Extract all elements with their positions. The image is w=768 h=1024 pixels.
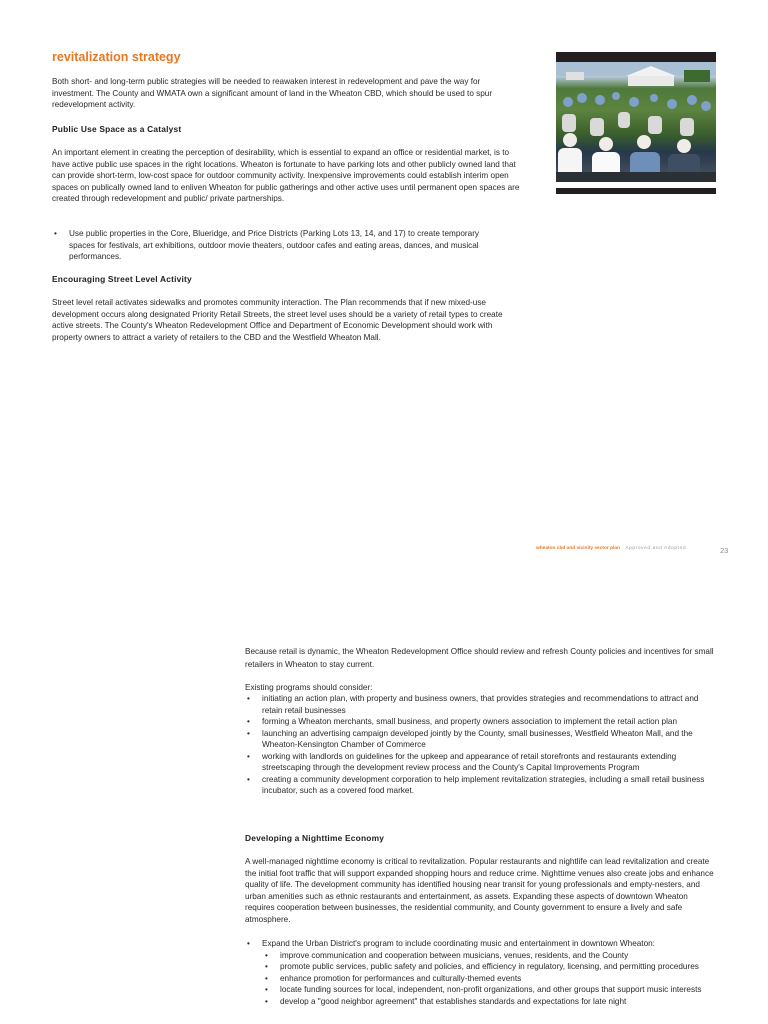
nighttime-paragraph: A well-managed nighttime economy is critical to revitalization. Popular restaurants and nightlife can lead revitalization and create the initial foot traffic that will support expanded shopping hours and reduce crime. Nighttime venues also create jobs and enhance quality of life. The development community has identified housing near transit for young professionals and empty-nesters, and urban amenities such as ethnic restaurants and entertainment, as assets. Expanding these aspects of downtown Wheaton requires cooperation between businesses, the residential community, and County government to ensure a lively and safe atmosphere. [245,857,714,924]
photo-bottom-bar [556,188,716,194]
programs-list [245,693,705,797]
list-item: • initiating an action plan, with property and business owners, that provides strategies and recommendations to attract and retain retail businesses [245,693,705,716]
list-item: • creating a community development corporation to help implement revitalization strategies, including a small retail business incubator, such as a covered food market. [245,774,705,797]
sub-list-item: • enhance promotion for performances and culturally-themed events [245,973,715,985]
page-title: revitalization strategy [52,50,181,64]
heading-nighttime-economy: Developing a Nighttime Economy [245,833,385,843]
heading-public-use: Public Use Space as a Catalyst [52,124,182,134]
programs-intro: Existing programs should consider: [245,683,373,692]
street-level-paragraph: Street level retail activates sidewalks and promotes community interaction. The Plan recommends that if new mixed-use development occurs along designated Priority Retail Streets, the street level uses should be a variety of retail types to create active streets. The County's Wheaton Redevelopment Office and Department of Economic Development should work with property owners to attract a variety of retailers to the CBD and the Westfield Wheaton Mall. [52,298,503,342]
page-footer [536,546,686,551]
list-item: • Use public properties in the Core, Blueridge, and Price Districts (Parking Lots 13, 14, and 17) to create temporary spaces for festivals, art exhibitions, outdoor movie theaters, outdoor cafes and eating areas, dances, and musical performances. [52,228,497,263]
list-item: • launching an advertising campaign developed jointly by the County, small businesses, Westfield Wheaton Mall, and the Wheaton-Kensington Chamber of Commerce [245,728,705,751]
intro-paragraph: Both short- and long-term public strategies will be needed to reawaken interest in redevelopment and pave the way for investment. The County and WMATA own a significant amount of land in the Wheaton CBD, which should be used to spur redevelopment activity. [52,77,493,109]
footer-status: Approved and Adopted [625,546,687,551]
outdoor-festival-photo [556,62,716,182]
list-item: • forming a Wheaton merchants, small business, and property owners association to implement the retail action plan [245,716,705,728]
nighttime-list [245,938,715,1007]
sub-list-item: • locate funding sources for local, independent, non-profit organizations, and other groups that support music interests [245,984,715,996]
photo-top-bar [556,52,716,62]
list-item: • Expand the Urban District's program to include coordinating music and entertainment in downtown Wheaton: [245,938,715,950]
page-number: 23 [720,546,729,555]
sub-list-item: • develop a "good neighbor agreement" that establishes standards and expectations for late night [245,996,715,1008]
footer-plan-name: wheaton cbd and vicinity sector plan [536,546,620,551]
list-item: • working with landlords on guidelines for the upkeep and appearance of retail storefronts and restaurants extending streetscaping through the development review process and the County's Capital Improvements Program [245,751,705,774]
festival-photo-figure [556,52,716,194]
sub-list-item: • promote public services, public safety and policies, and efficiency in regulatory, licensing, and permitting procedures [245,961,715,973]
retail-paragraph: Because retail is dynamic, the Wheaton Redevelopment Office should review and refresh County policies and incentives for small retailers in Wheaton to stay current. [245,647,714,669]
public-use-paragraph: An important element in creating the perception of desirability, which is essential to expand an office or residential market, is to have active public use spaces in the right locations. Wheaton is fortunate to have parking lots and other publicly owned land that can provide short-term, low-cost space for outdoor community activity. Inexpensive improvements could establish interim open spaces on publically owned land to enliven Wheaton for public gatherings and other active uses until permanent open spaces are created through redevelopment and public/ private partnerships. [52,148,520,203]
sub-list-item: • improve communication and cooperation between musicians, venues, residents, and the County [245,950,715,962]
heading-street-level: Encouraging Street Level Activity [52,274,192,284]
public-use-list [52,228,497,263]
